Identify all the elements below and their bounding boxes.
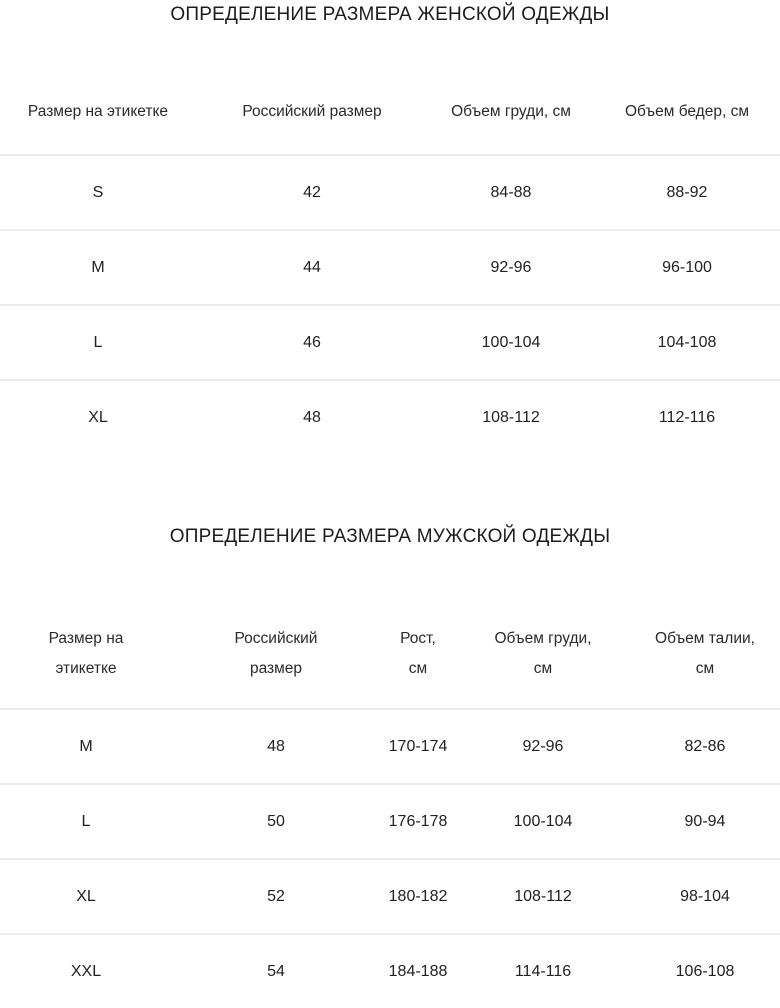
header-line: Объем талии, — [655, 630, 755, 647]
table-cell: 92-96 — [490, 258, 532, 276]
table-cell: 112-116 — [658, 408, 716, 426]
header-line: см — [695, 660, 715, 677]
header-cell: Объем груди, см — [451, 103, 571, 120]
table-cell: 50 — [267, 812, 285, 830]
table-cell: 82-86 — [684, 737, 726, 755]
table-cell: 170-174 — [388, 737, 448, 755]
header-cell — [456, 624, 630, 684]
men-table-header — [0, 600, 780, 708]
table-cell: 84-88 — [490, 183, 532, 201]
table-row — [0, 304, 780, 379]
table-cell: 100-104 — [481, 333, 541, 351]
table-cell: 184-188 — [388, 962, 448, 980]
header-line: см — [533, 660, 553, 677]
table-cell: M — [79, 737, 93, 755]
table-cell: 46 — [303, 333, 321, 351]
table-cell: 176-178 — [388, 812, 448, 830]
table-cell: 108-112 — [514, 887, 572, 905]
header-line: размер — [249, 660, 303, 677]
header-line: см — [408, 660, 428, 677]
table-row — [0, 229, 780, 304]
men-size-table — [0, 600, 780, 1008]
header-line: этикетке — [55, 660, 117, 677]
table-cell: 98-104 — [680, 887, 730, 905]
table-cell: S — [92, 183, 104, 201]
women-size-table — [0, 70, 780, 454]
table-row — [0, 154, 780, 229]
table-cell: 54 — [267, 962, 285, 980]
header-line: Объем груди, — [494, 630, 592, 647]
table-row — [0, 708, 780, 783]
header-line: Размер на — [48, 630, 124, 647]
table-cell: 180-182 — [388, 887, 448, 905]
women-table-header — [0, 70, 780, 154]
table-cell: 90-94 — [684, 812, 726, 830]
table-cell: M — [91, 258, 105, 276]
table-row — [0, 783, 780, 858]
table-cell: 48 — [303, 408, 321, 426]
table-cell: 88-92 — [666, 183, 708, 201]
table-row — [0, 379, 780, 454]
header-cell: Размер на этикетке — [27, 103, 169, 120]
table-cell: 106-108 — [675, 962, 735, 980]
table-cell: XXL — [70, 962, 102, 980]
table-cell: 44 — [303, 258, 321, 276]
table-cell: XL — [76, 887, 96, 905]
header-cell: Российский размер — [242, 103, 382, 120]
header-cell: Объем бедер, см — [625, 103, 749, 120]
header-cell — [0, 624, 172, 684]
table-cell: L — [93, 333, 103, 351]
table-row — [0, 858, 780, 933]
header-cell — [380, 624, 456, 684]
header-cell — [172, 624, 380, 684]
table-cell: 52 — [267, 887, 285, 905]
table-cell: 114-116 — [514, 962, 572, 980]
table-cell: 104-108 — [657, 333, 717, 351]
header-line: Рост, — [400, 630, 436, 647]
table-cell: 100-104 — [513, 812, 573, 830]
header-cell — [630, 624, 780, 684]
table-cell: 42 — [303, 183, 321, 201]
table-cell: XL — [88, 408, 108, 426]
table-cell: 92-96 — [522, 737, 564, 755]
table-cell: 96-100 — [662, 258, 712, 276]
header-line: Российский — [234, 630, 318, 647]
table-row — [0, 933, 780, 1008]
table-cell: 108-112 — [482, 408, 540, 426]
women-size-title: ОПРЕДЕЛЕНИЕ РАЗМЕРА ЖЕНСКОЙ ОДЕЖДЫ — [170, 4, 610, 25]
table-cell: L — [81, 812, 91, 830]
men-size-title: ОПРЕДЕЛЕНИЕ РАЗМЕРА МУЖСКОЙ ОДЕЖДЫ — [169, 526, 611, 547]
table-cell: 48 — [267, 737, 285, 755]
